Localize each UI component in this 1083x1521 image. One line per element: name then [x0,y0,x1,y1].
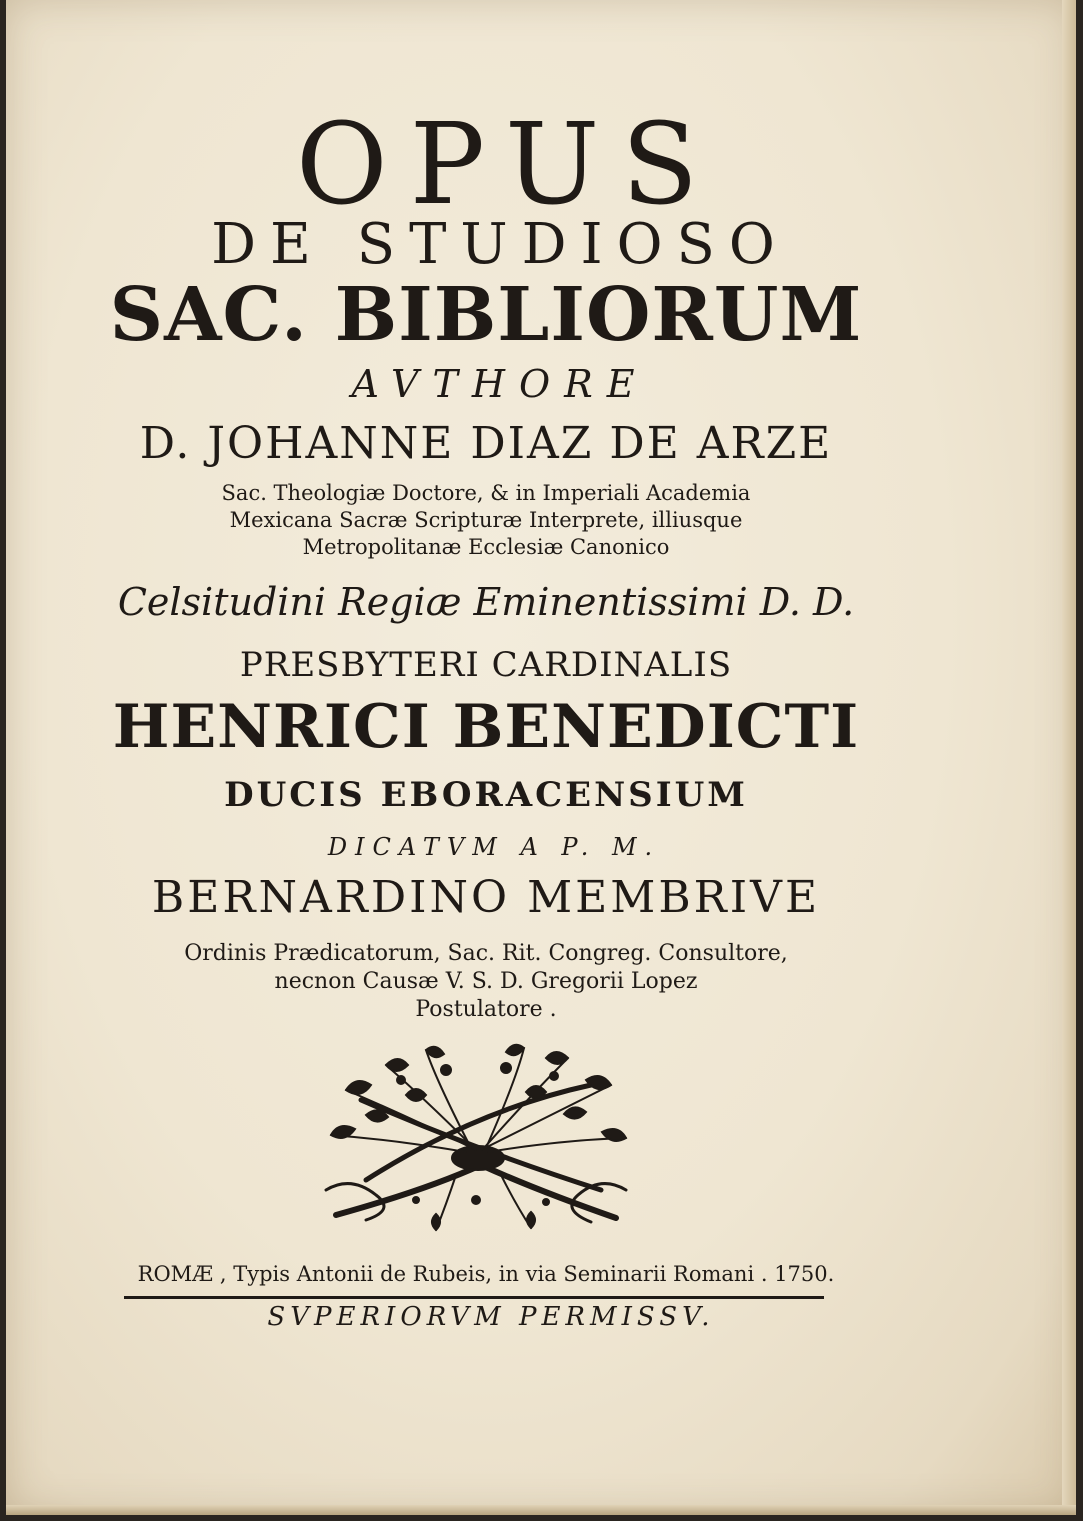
dedicator-title-line: Postulatore . [415,997,557,1022]
dedicator-title-line: Ordinis Prædicatorum, Sac. Rit. Congreg. Consultore, [184,941,788,966]
author-name: D. JOHANNE DIAZ DE ARZE [139,418,833,469]
dedicatee-title: DUCIS EBORACENSIUM [224,775,748,815]
book-subtitle-main: SAC. BIBLIORUM [109,272,863,358]
imprint-rule [124,1296,824,1299]
author-title-line: Sac. Theologiæ Doctore, & in Imperiali Academia [221,481,751,505]
page-edge [1062,0,1076,1515]
dedication-intro: Celsitudini Regiæ Eminentissimi D. D. [117,580,855,624]
title-page [6,0,1076,1515]
permission-line: SVPERIORVM PERMISSV. [267,1302,715,1332]
authore-label: AVTHORE [351,362,649,406]
author-titles [6,480,966,561]
dedication-role: PRESBYTERI CARDINALIS [239,645,733,685]
page-bottom-edge [6,1505,1076,1515]
dedicator-titles [6,940,966,1024]
foliage-ornament-icon [306,1040,646,1250]
book-subtitle: DE STUDIOSO [211,212,789,277]
author-title-line: Mexicana Sacræ Scripturæ Interprete, illiusque [229,508,743,532]
book-title: OPUS [295,100,721,230]
imprint: ROMÆ , Typis Antonii de Rubeis, in via Seminarii Romani . 1750. [137,1262,835,1286]
dedicator-title-line: necnon Causæ V. S. D. Gregorii Lopez [274,969,698,994]
dicatum-label: DICATVM A P. M. [327,833,661,861]
dedicatee-name: HENRICI BENEDICTI [112,692,860,762]
author-title-line: Metropolitanæ Ecclesiæ Canonico [302,535,670,559]
dedicator-name: BERNARDINO MEMBRIVE [151,872,821,923]
